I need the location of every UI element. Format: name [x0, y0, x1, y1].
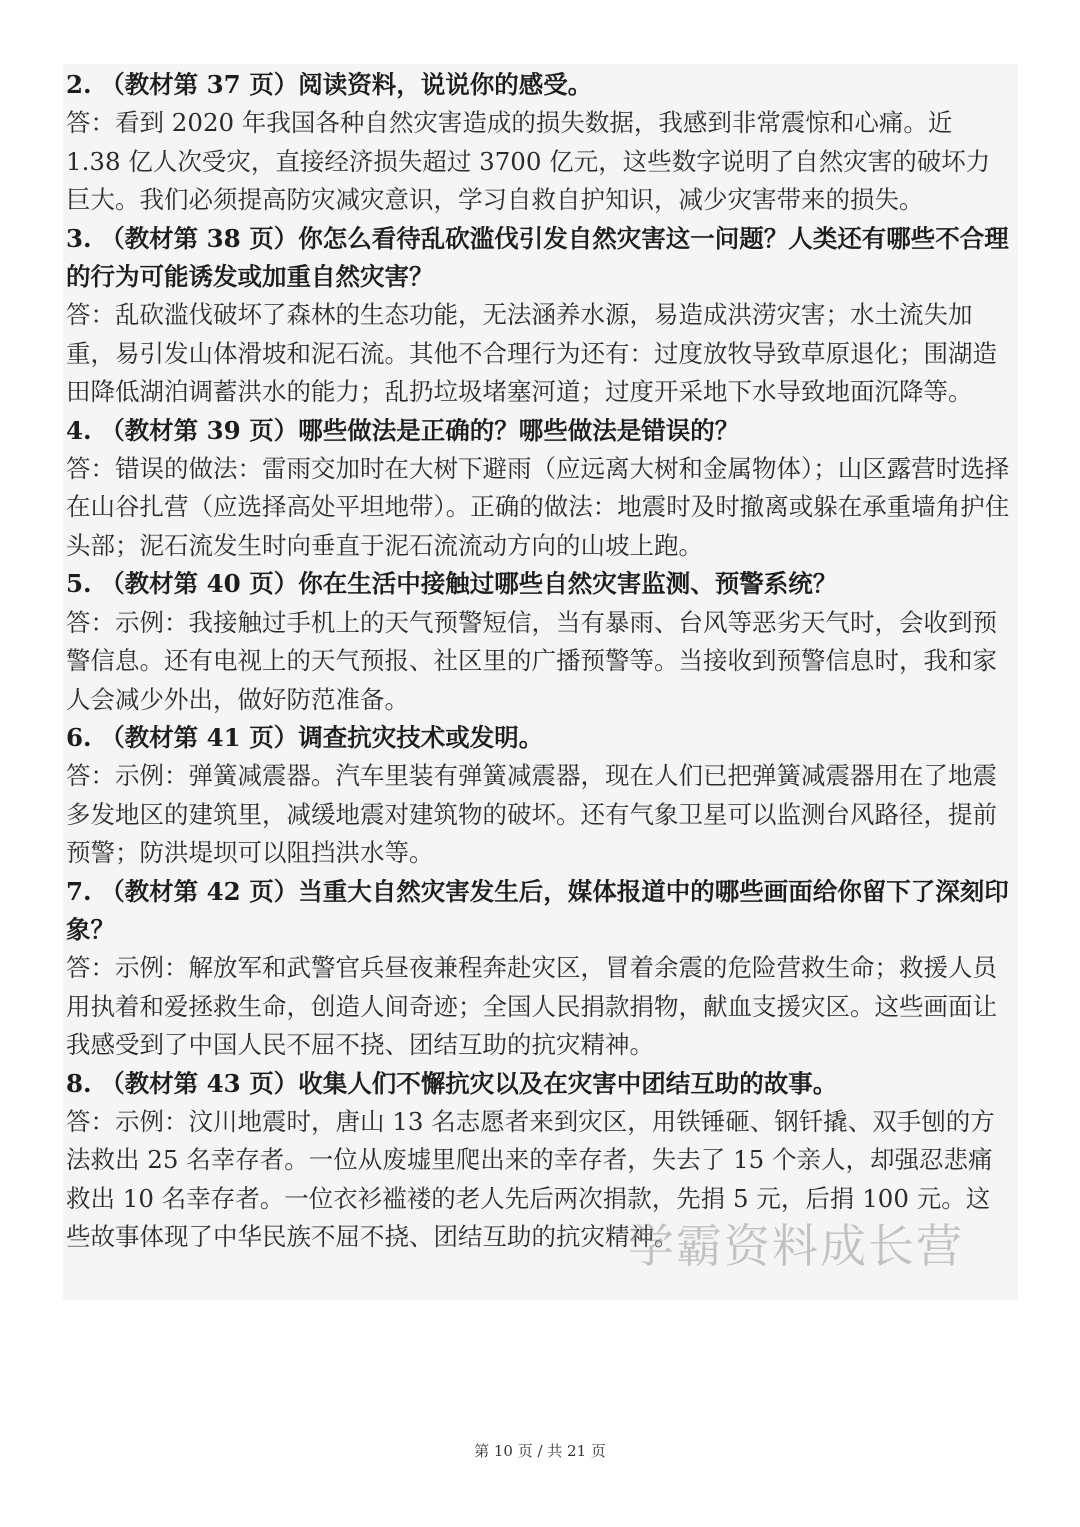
- question-7: 7. （教材第 42 页）当重大自然灾害发生后，媒体报道中的哪些画面给你留下了深刻印象？: [66, 876, 1009, 944]
- qa-item-7: [66, 873, 1010, 1065]
- answer-5: 答：示例：我接触过手机上的天气预警短信，当有暴雨、台风等恶劣天气时，会收到预警信息。还有电视上的天气预报、社区里的广播预警等。当接收到预警信息时，我和家人会减少外出，做好防范准备。: [66, 607, 997, 714]
- question-2: 2. （教材第 37 页）阅读资料，说说你的感受。: [66, 70, 593, 99]
- question-6: 6. （教材第 41 页）调查抗灾技术或发明。: [66, 722, 544, 752]
- answer-3: 答：乱砍滥伐破坏了森林的生态功能，无法涵养水源，易造成洪涝灾害；水土流失加重，易引发山体滑坡和泥石流。其他不合理行为还有：过度放牧导致草原退化；围湖造田降低湖泊调蓄洪水的能力；乱扔垃圾堵塞河道；过度开采地下水导致地面沉降等。: [66, 300, 997, 407]
- qa-item-5: [66, 565, 1010, 719]
- watermark: 学霸资料成长营: [628, 1219, 964, 1273]
- page-footer: 第 10 页 / 共 21 页: [474, 1442, 606, 1460]
- answer-2: 答：看到 2020 年我国各种自然灾害造成的损失数据，我感到非常震惊和心痛。近 1.38 亿人次受灾，直接经济损失超过 3700 亿元，这些数字说明了自然灾害的破坏力巨大。我们必须提高防灾减灾意识，学习自救自护知识，减少灾害带来的损失。: [66, 108, 991, 215]
- qa-item-3: [66, 220, 1010, 412]
- document-content: [63, 64, 1018, 1300]
- question-5: 5. （教材第 40 页）你在生活中接触过哪些自然灾害监测、预警系统？: [66, 569, 838, 599]
- qa-item-2: [66, 66, 1010, 220]
- qa-item-4: [66, 412, 1010, 566]
- answer-8: 答：示例：汶川地震时，唐山 13 名志愿者来到灾区，用铁锤砸、钢钎撬、双手刨的方法救出 25 名幸存者。一位从废墟里爬出来的幸存者，失去了 15 个亲人，却强忍悲痛救出 10 名幸存者。一位衣衫褴褛的老人先后两次捐款，先捐 5 元，后捐 100 元。这些故事体现了中华民族不屈不挠、团结互助的抗灾精神。: [66, 1106, 995, 1252]
- question-3: 3. （教材第 38 页）你怎么看待乱砍滥伐引发自然灾害这一问题？人类还有哪些不合理的行为可能诱发或加重自然灾害？: [66, 223, 1009, 292]
- answer-6: 答：示例：弹簧减震器。汽车里装有弹簧减震器，现在人们已把弹簧减震器用在了地震多发地区的建筑里，减缓地震对建筑物的破坏。还有气象卫星可以监测台风路径，提前预警；防洪堤坝可以阻挡洪水等。: [66, 761, 997, 868]
- answer-4: 答：错误的做法：雷雨交加时在大树下避雨（应远离大树和金属物体）；山区露营时选择在山谷扎营（应选择高处平坦地带）。正确的做法：地震时及时撤离或躲在承重墙角护住头部；泥石流发生时向垂直于泥石流流动方向的山坡上跑。: [66, 454, 1010, 560]
- question-4: 4. （教材第 39 页）哪些做法是正确的？哪些做法是错误的？: [66, 415, 740, 445]
- answer-7: 答：示例：解放军和武警官兵昼夜兼程奔赴灾区，冒着余震的危险营救生命；救援人员用执着和爱拯救生命，创造人间奇迹；全国人民捐款捐物，献血支援灾区。这些画面让我感受到了中国人民不屈不挠、团结互助的抗灾精神。: [66, 953, 997, 1060]
- qa-item-8: [66, 1065, 1010, 1257]
- qa-item-6: [66, 719, 1010, 873]
- question-8: 8. （教材第 43 页）收集人们不懈抗灾以及在灾害中团结互助的故事。: [66, 1068, 838, 1098]
